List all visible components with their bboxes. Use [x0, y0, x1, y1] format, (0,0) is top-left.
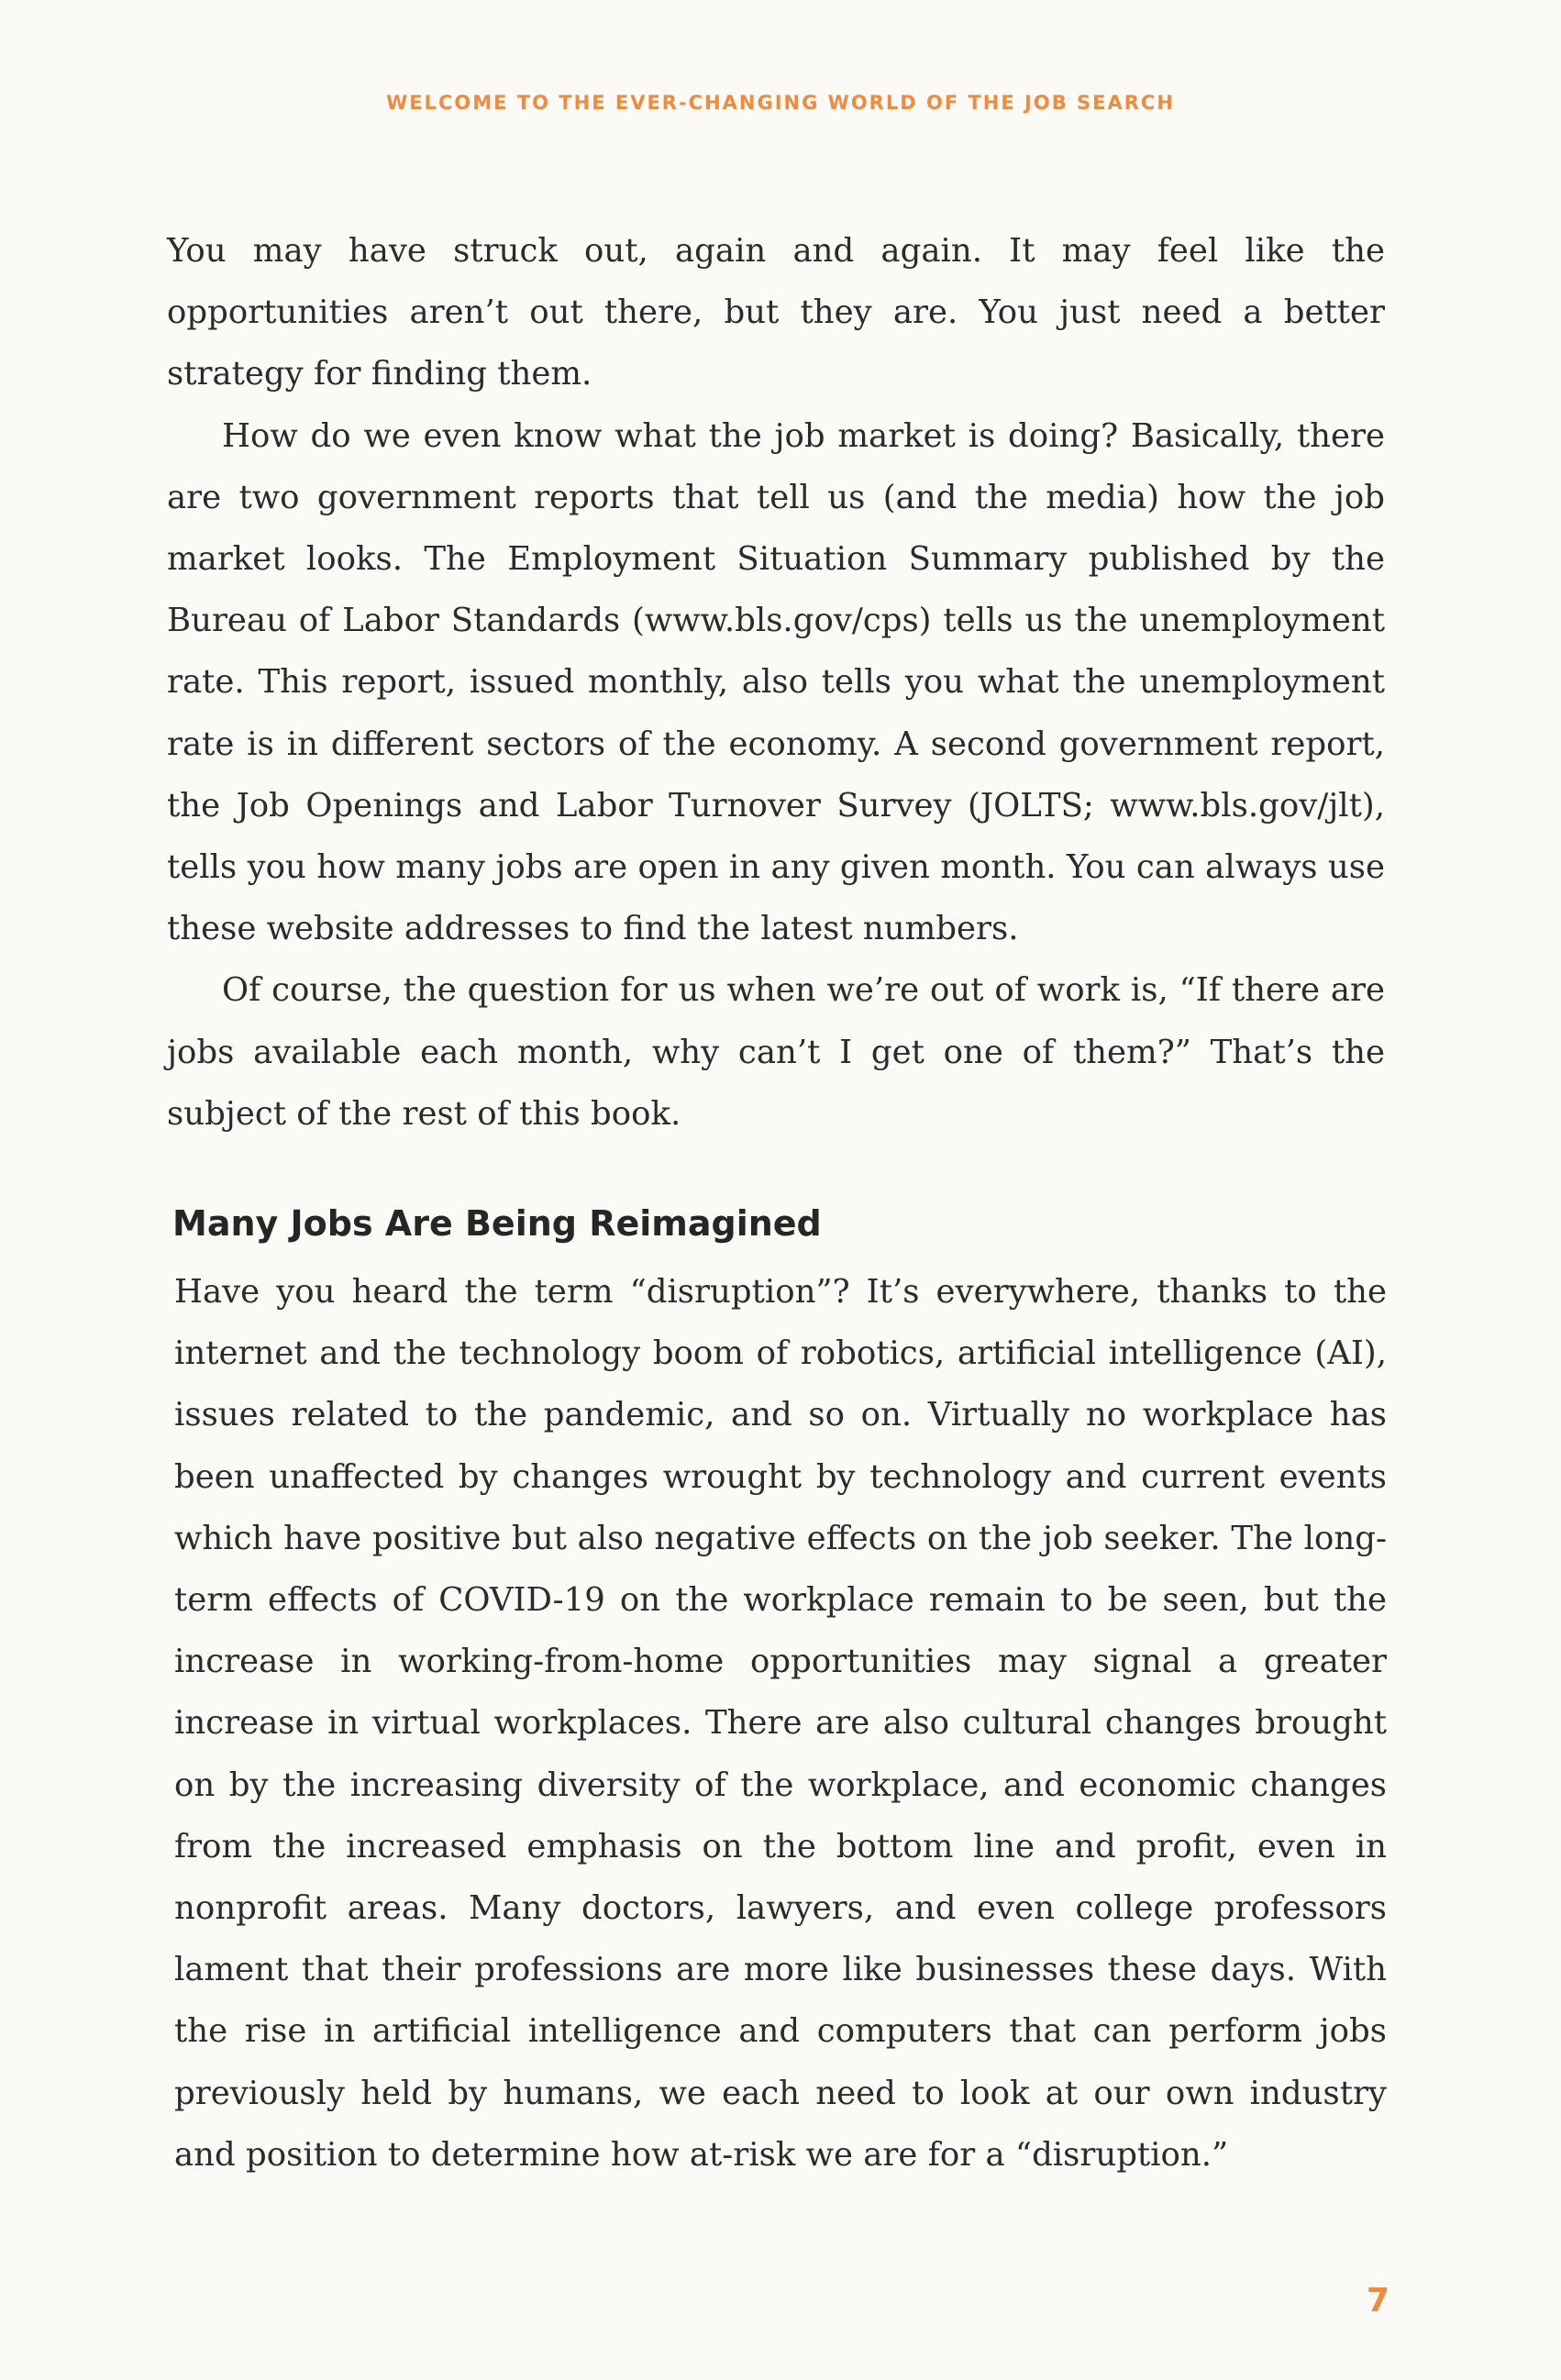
intro-paragraph-1: You may have struck out, again and again. It may feel like the opportunities aren’t out there, but they are. You just need a better strategy for finding them.: [167, 232, 1385, 393]
intro-paragraph-2: How do we even know what the job market is doing? Basically, there are two government reports that tell us (and the media) how the job market looks. The Employment Situation Summary published by the Bureau of Labor Standards (www.bls.gov/cps) tells us the unemployment rate. This report, issued monthly, also tells you what the unemployment rate is in different sectors of the economy. A second government report, the Job Openings and Labor Turnover Survey (JOLTS; www.bls.gov/jlt), tells you how many jobs are open in any given month. You can always use these website addresses to find the latest numbers.: [167, 416, 1385, 948]
running-head: WELCOME TO THE EVER-CHANGING WORLD OF THE JOB SEARCH: [386, 92, 1175, 114]
section-text-block: [174, 1261, 1387, 2186]
intro-paragraph-3: Of course, the question for us when we’re out of work is, “If there are jobs available each month, why can’t I get one of them?” That’s the subject of the rest of this book.: [167, 971, 1385, 1133]
page-number: 7: [1367, 2282, 1390, 2319]
section-heading: Many Jobs Are Being Reimagined: [172, 1203, 822, 1244]
intro-text-block: [167, 220, 1385, 1145]
section-paragraph-1: Have you heard the term “disruption”? It’s everywhere, thanks to the internet and the technology boom of robotics, artificial intelligence (AI), issues related to the pandemic, and so on. Virtually no workplace has been unaffected by changes wrought by technology and current events which have positive but also negative effects on the job seeker. The long-term effects of COVID-19 on the workplace remain to be seen, but the increase in working-from-home opportunities may signal a greater increase in virtual workplaces. There are also cultural changes brought on by the increasing diversity of the workplace, and economic changes from the increased emphasis on the bottom line and profit, even in nonprofit areas. Many doctors, lawyers, and even college professors lament that their professions are more like businesses these days. With the rise in artificial intelligence and computers that can perform jobs previously held by humans, we each need to look at our own industry and position to determine how at-risk we are for a “disruption.”: [174, 1273, 1387, 2174]
